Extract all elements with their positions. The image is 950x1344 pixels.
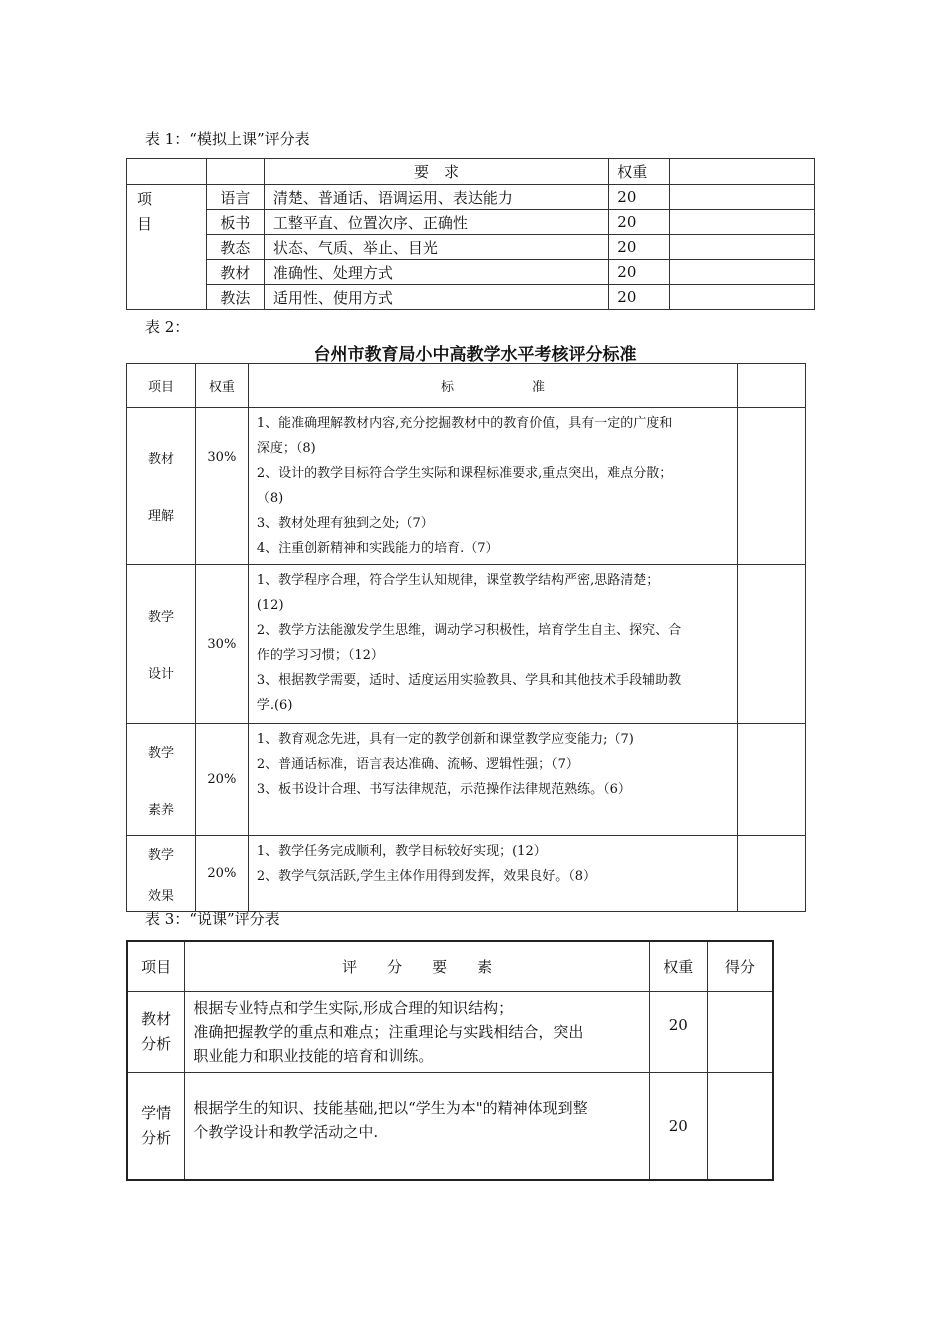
- table2-row-std: 1、教育观念先进，具有一定的教学创新和课堂教学应变能力;（7) 2、普通话标准，语言表达准确、流畅、逻辑性强；（7） 3、板书设计合理、书写法律规范，示范操作法律规范熟练。（6）: [248, 724, 737, 836]
- table3: [126, 940, 774, 1181]
- table1-caption: 表 1：“模拟上课”评分表: [145, 130, 310, 148]
- table3-row-elem: 根据专业特点和学生实际,形成合理的知识结构； 准确把握教学的重点和难点；注重理论与实践相结合，突出 职业能力和职业技能的培育和训练。: [185, 991, 649, 1072]
- table3-caption: 表 3：“说课”评分表: [145, 910, 280, 928]
- table2-row-weight: 20%: [195, 836, 248, 912]
- table3-row-item: 教材 分析: [127, 991, 185, 1072]
- table3-row-item: 学情 分析: [127, 1072, 185, 1180]
- table3-row-score: [707, 1072, 773, 1180]
- table2-header-weight: 权重: [195, 364, 248, 408]
- table1-weight: 20: [609, 210, 670, 235]
- table1-header-weight: 权重: [609, 159, 670, 185]
- table1-req: 准确性、处理方式: [264, 260, 608, 285]
- table2-row-weight: 30%: [195, 565, 248, 724]
- table2-row-std: 1、教学任务完成顺利，教学目标较好实现；(12） 2、教学气氛活跃,学生主体作用得到发挥，效果良好。（8）: [248, 836, 737, 912]
- table3-row-weight: 20: [649, 1072, 707, 1180]
- table2-row-std: 1、能准确理解教材内容,充分挖掘教材中的教育价值，具有一定的广度和 深度；（8) 2、设计的教学目标符合学生实际和课程标准要求,重点突出，难点分散； （8) 3、教材处理有独到之处;（7） 4、注重创新精神和实践能力的培育.（7）: [248, 408, 737, 565]
- table1-item: 教材: [206, 260, 264, 285]
- table2-row-weight: 20%: [195, 724, 248, 836]
- table2: [126, 363, 806, 912]
- table1-weight: 20: [609, 185, 670, 210]
- table1-weight: 20: [609, 285, 670, 310]
- table1-item: 语言: [206, 185, 264, 210]
- table1-req: 状态、气质、举止、目光: [264, 235, 608, 260]
- table2-row-weight: 30%: [195, 408, 248, 565]
- table3-header-item: 项目: [127, 941, 185, 991]
- table1-req: 适用性、使用方式: [264, 285, 608, 310]
- table2-row-item: 教学 效果: [127, 836, 196, 912]
- table2-row-item: 教学 设计: [127, 565, 196, 724]
- table3-header-weight: 权重: [649, 941, 707, 991]
- table1-req: 工整平直、位置次序、正确性: [264, 210, 608, 235]
- table1-corner: [127, 159, 207, 185]
- table3-row-score: [707, 991, 773, 1072]
- table2-row-std: 1、教学程序合理，符合学生认知规律，课堂教学结构严密,思路清楚； (12) 2、教学方法能激发学生思维，调动学习积极性，培育学生自主、探究、合 作的学习习惯；（12） 3、根据教学需要，适时、适度运用实验教具、学具和其他技术手段辅助教 学.(6): [248, 565, 737, 724]
- table2-row-item: 教学 素养: [127, 724, 196, 836]
- table1-item: 教法: [206, 285, 264, 310]
- table2-row-item: 教材 理解: [127, 408, 196, 565]
- table1-item: 教态: [206, 235, 264, 260]
- table1-group-label: 项目: [127, 185, 207, 310]
- table1-header-req: 要 求: [264, 159, 608, 185]
- table3-header-elem: 评 分 要 素: [185, 941, 649, 991]
- table1-item: 板书: [206, 210, 264, 235]
- table2-title: 台州市教育局小中高教学水平考核评分标准: [313, 345, 637, 365]
- table2-header-item: 项目: [127, 364, 196, 408]
- table3-row-weight: 20: [649, 991, 707, 1072]
- table2-caption: 表 2：: [145, 318, 190, 336]
- table1-req: 清楚、普通话、语调运用、表达能力: [264, 185, 608, 210]
- table3-header-score: 得分: [707, 941, 773, 991]
- table1-weight: 20: [609, 260, 670, 285]
- table3-row-elem: 根据学生的知识、技能基础,把以“学生为本"的精神体现到整 个教学设计和教学活动之中.: [185, 1072, 649, 1180]
- table2-header-std: 标 准: [248, 364, 737, 408]
- table1-weight: 20: [609, 235, 670, 260]
- table1: [126, 158, 815, 310]
